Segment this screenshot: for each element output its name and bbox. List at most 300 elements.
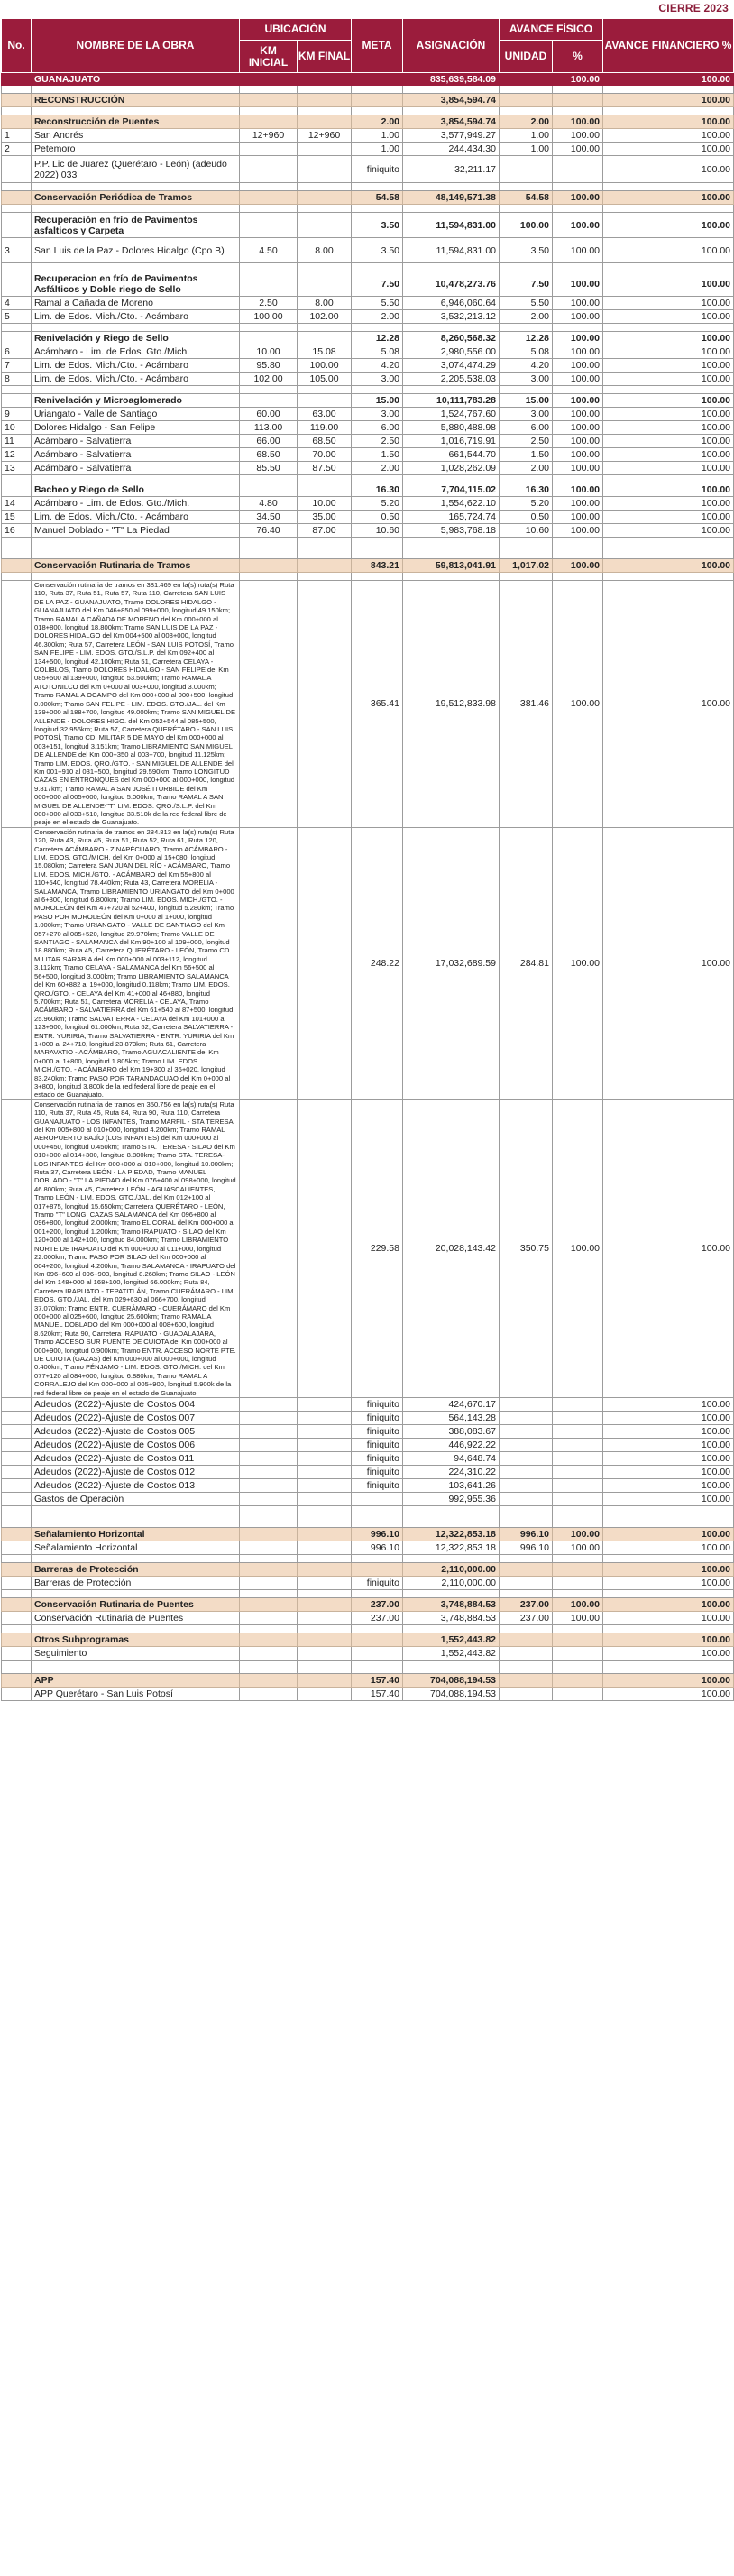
header-ubicacion: UBICACIÓN — [240, 19, 352, 41]
cell-obra: San Luis de la Paz - Dolores Hidalgo (Cpo B) — [32, 238, 240, 263]
cell-no — [2, 115, 32, 129]
spacer-row — [2, 324, 734, 332]
cell-km-inicial — [240, 1633, 298, 1647]
cell-unidad — [500, 1398, 553, 1412]
cell-avance-financiero — [603, 538, 734, 559]
cell-meta — [352, 538, 403, 559]
cell-unidad — [500, 1452, 553, 1466]
cell-unidad — [500, 1661, 553, 1674]
cell-unidad — [500, 86, 553, 94]
cell-km-inicial: 34.50 — [240, 511, 298, 524]
cell-obra — [32, 475, 240, 483]
cell-avance-financiero: 100.00 — [603, 332, 734, 345]
section-row — [2, 191, 734, 205]
cell-asignacion: 424,670.17 — [403, 1398, 500, 1412]
cell-km-final — [298, 1493, 352, 1506]
cell-asignacion: 12,322,853.18 — [403, 1541, 500, 1555]
cell-avance-financiero: 100.00 — [603, 1612, 734, 1625]
cell-unidad: 16.30 — [500, 483, 553, 497]
table-row — [2, 1425, 734, 1439]
cell-obra: APP Querétaro - San Luis Potosí — [32, 1688, 240, 1701]
cell-avance-financiero: 100.00 — [603, 581, 734, 828]
cell-no: 3 — [2, 238, 32, 263]
header-unidad: UNIDAD — [500, 41, 553, 73]
cell-km-inicial — [240, 573, 298, 581]
cell-no — [2, 1452, 32, 1466]
cell-unidad: 54.58 — [500, 191, 553, 205]
subsection-row — [2, 213, 734, 238]
cell-km-inicial — [240, 1612, 298, 1625]
cell-km-final — [298, 581, 352, 828]
cell-asignacion: 11,594,831.00 — [403, 213, 500, 238]
cell-no: 1 — [2, 129, 32, 143]
cell-obra: GUANAJUATO — [32, 73, 240, 86]
cell-unidad: 5.50 — [500, 297, 553, 310]
cell-unidad: 996.10 — [500, 1528, 553, 1541]
cell-pct — [553, 1661, 603, 1674]
cell-asignacion: 2,110,000.00 — [403, 1563, 500, 1577]
cell-pct: 100.00 — [553, 483, 603, 497]
cell-pct — [553, 324, 603, 332]
cell-avance-financiero: 100.00 — [603, 1412, 734, 1425]
cell-obra: Renivelación y Riego de Sello — [32, 332, 240, 345]
cell-obra: Gastos de Operación — [32, 1493, 240, 1506]
cell-obra — [32, 1506, 240, 1528]
cell-no — [2, 1541, 32, 1555]
header-meta: META — [352, 19, 403, 73]
cell-meta — [352, 324, 403, 332]
cell-asignacion: 1,028,262.09 — [403, 462, 500, 475]
cell-pct — [553, 1577, 603, 1590]
cell-meta — [352, 1563, 403, 1577]
cell-asignacion: 1,554,622.10 — [403, 497, 500, 511]
cell-km-inicial — [240, 1425, 298, 1439]
cell-avance-financiero: 100.00 — [603, 213, 734, 238]
cell-obra: Lim. de Edos. Mich./Cto. - Acámbaro — [32, 511, 240, 524]
total-row — [2, 73, 734, 86]
cell-km-inicial — [240, 1577, 298, 1590]
cell-avance-financiero: 100.00 — [603, 156, 734, 183]
cell-avance-financiero: 100.00 — [603, 1598, 734, 1612]
cell-meta — [352, 94, 403, 107]
cell-km-final: 100.00 — [298, 359, 352, 373]
cell-km-final — [298, 573, 352, 581]
cell-unidad — [500, 183, 553, 191]
cell-obra: Conservación Rutinaria de Tramos — [32, 559, 240, 573]
cell-pct: 100.00 — [553, 435, 603, 448]
cell-avance-financiero: 100.00 — [603, 1479, 734, 1493]
cell-no — [2, 107, 32, 115]
cell-km-inicial — [240, 475, 298, 483]
cell-asignacion — [403, 324, 500, 332]
cell-km-inicial — [240, 263, 298, 271]
cell-unidad — [500, 1674, 553, 1688]
cell-asignacion: 59,813,041.91 — [403, 559, 500, 573]
cell-no: 16 — [2, 524, 32, 538]
cell-unidad: 3.00 — [500, 408, 553, 421]
cell-km-inicial — [240, 1398, 298, 1412]
cell-pct: 100.00 — [553, 129, 603, 143]
cell-pct: 100.00 — [553, 297, 603, 310]
section-row — [2, 1674, 734, 1688]
cell-km-final — [298, 1598, 352, 1612]
subsection-row — [2, 271, 734, 297]
cell-km-inicial — [240, 581, 298, 828]
cell-pct — [553, 1647, 603, 1661]
header-pct: % — [553, 41, 603, 73]
cell-pct: 100.00 — [553, 310, 603, 324]
cell-meta: 4.20 — [352, 359, 403, 373]
cell-km-final — [298, 73, 352, 86]
cell-km-inicial: 102.00 — [240, 373, 298, 386]
cell-unidad — [500, 1563, 553, 1577]
cell-no — [2, 94, 32, 107]
cell-no — [2, 1528, 32, 1541]
cell-meta — [352, 263, 403, 271]
cell-unidad — [500, 94, 553, 107]
cell-meta — [352, 86, 403, 94]
table-row — [2, 345, 734, 359]
cell-km-final — [298, 1647, 352, 1661]
table-row — [2, 511, 734, 524]
cell-km-final — [298, 538, 352, 559]
cell-km-final — [298, 213, 352, 238]
cell-avance-financiero — [603, 1506, 734, 1528]
cell-obra: Otros Subprogramas — [32, 1633, 240, 1647]
cell-obra: Reconstrucción de Puentes — [32, 115, 240, 129]
table-row — [2, 1398, 734, 1412]
cell-pct — [553, 1493, 603, 1506]
cell-asignacion: 704,088,194.53 — [403, 1674, 500, 1688]
cell-meta — [352, 386, 403, 394]
cell-pct — [553, 183, 603, 191]
cell-no — [2, 1674, 32, 1688]
table-row — [2, 1493, 734, 1506]
cell-meta: 843.21 — [352, 559, 403, 573]
section-row — [2, 559, 734, 573]
cell-asignacion — [403, 205, 500, 213]
cell-km-final — [298, 1425, 352, 1439]
cell-meta — [352, 183, 403, 191]
cell-meta: finiquito — [352, 1452, 403, 1466]
cell-avance-financiero — [603, 573, 734, 581]
cell-meta — [352, 107, 403, 115]
cell-asignacion: 103,641.26 — [403, 1479, 500, 1493]
spacer-row — [2, 107, 734, 115]
cell-no — [2, 1493, 32, 1506]
cell-km-inicial: 2.50 — [240, 297, 298, 310]
cell-km-inicial: 10.00 — [240, 345, 298, 359]
cell-avance-financiero — [603, 86, 734, 94]
cell-asignacion: 704,088,194.53 — [403, 1688, 500, 1701]
cell-km-final: 35.00 — [298, 511, 352, 524]
cell-unidad — [500, 1625, 553, 1633]
cell-asignacion: 446,922.22 — [403, 1439, 500, 1452]
cell-no — [2, 1563, 32, 1577]
cell-avance-financiero: 100.00 — [603, 448, 734, 462]
cell-pct: 100.00 — [553, 271, 603, 297]
spacer-row — [2, 1555, 734, 1563]
cell-asignacion: 32,211.17 — [403, 156, 500, 183]
cell-no — [2, 1633, 32, 1647]
cell-unidad: 0.50 — [500, 511, 553, 524]
spacer-row — [2, 538, 734, 559]
cell-no: 9 — [2, 408, 32, 421]
table-row — [2, 1452, 734, 1466]
cell-avance-financiero: 100.00 — [603, 191, 734, 205]
cell-asignacion: 1,552,443.82 — [403, 1647, 500, 1661]
cell-no — [2, 191, 32, 205]
cell-meta: 996.10 — [352, 1528, 403, 1541]
cell-pct — [553, 1452, 603, 1466]
cell-meta: 1.00 — [352, 143, 403, 156]
cell-km-final — [298, 183, 352, 191]
cell-meta — [352, 1555, 403, 1563]
cell-avance-financiero: 100.00 — [603, 1541, 734, 1555]
cell-obra: Adeudos (2022)-Ajuste de Costos 007 — [32, 1412, 240, 1425]
cell-km-inicial — [240, 538, 298, 559]
cell-obra: Conservación Periódica de Tramos — [32, 191, 240, 205]
cell-meta: finiquito — [352, 1466, 403, 1479]
table-row — [2, 1612, 734, 1625]
cell-meta: 54.58 — [352, 191, 403, 205]
cell-avance-financiero: 100.00 — [603, 297, 734, 310]
cell-unidad: 6.00 — [500, 421, 553, 435]
table-row — [2, 310, 734, 324]
cell-km-final — [298, 394, 352, 408]
cell-unidad: 5.20 — [500, 497, 553, 511]
section-row — [2, 1633, 734, 1647]
cell-avance-financiero: 100.00 — [603, 1439, 734, 1452]
cell-asignacion: 2,205,538.03 — [403, 373, 500, 386]
cell-km-final — [298, 1625, 352, 1633]
cell-meta: 5.50 — [352, 297, 403, 310]
cell-pct — [553, 1398, 603, 1412]
cell-pct: 100.00 — [553, 115, 603, 129]
spacer-row — [2, 205, 734, 213]
cell-obra: Señalamiento Horizontal — [32, 1541, 240, 1555]
cell-asignacion: 17,032,689.59 — [403, 827, 500, 1099]
cell-km-inicial — [240, 1647, 298, 1661]
cell-avance-financiero — [603, 475, 734, 483]
cell-km-final — [298, 1439, 352, 1452]
table-row — [2, 1479, 734, 1493]
cell-obra — [32, 324, 240, 332]
cell-km-final — [298, 1466, 352, 1479]
table-row — [2, 497, 734, 511]
cell-km-inicial — [240, 386, 298, 394]
cell-obra: Acámbaro - Salvatierra — [32, 448, 240, 462]
cell-obra: Adeudos (2022)-Ajuste de Costos 006 — [32, 1439, 240, 1452]
cell-km-inicial — [240, 324, 298, 332]
cell-km-final — [298, 94, 352, 107]
cell-meta: 248.22 — [352, 827, 403, 1099]
cell-km-inicial: 4.50 — [240, 238, 298, 263]
cell-avance-financiero — [603, 263, 734, 271]
cell-pct — [553, 1479, 603, 1493]
cell-no — [2, 573, 32, 581]
cell-meta: 237.00 — [352, 1612, 403, 1625]
cell-pct — [553, 1625, 603, 1633]
cell-km-inicial — [240, 1661, 298, 1674]
cell-pct: 100.00 — [553, 332, 603, 345]
table-row — [2, 129, 734, 143]
cell-unidad — [500, 324, 553, 332]
cell-avance-financiero: 100.00 — [603, 115, 734, 129]
cell-no: 6 — [2, 345, 32, 359]
cell-no — [2, 1688, 32, 1701]
cell-km-inicial: 76.40 — [240, 524, 298, 538]
cell-km-inicial — [240, 483, 298, 497]
cell-avance-financiero: 100.00 — [603, 271, 734, 297]
cell-pct: 100.00 — [553, 511, 603, 524]
cell-obra: Uriangato - Valle de Santiago — [32, 408, 240, 421]
cell-no — [2, 1425, 32, 1439]
cell-avance-financiero: 100.00 — [603, 143, 734, 156]
cell-obra: Conservación rutinaria de tramos en 350.756 en la(s) ruta(s) Ruta 110, Ruta 37, Ruta 45, Ruta 84, Ruta 90, Ruta 110, Carretera GUANAJUATO - LOS INFANTES, Tramo MARFIL - STA TERESA del Km 005+800 al 010+000, longitud 4.200km; Tramo RAMAL AEROPUERTO BAJÍO (LOS INFANTES) del Km 000+000 al 000+450, longitud 0.450km; Tramo STA. TERESA - SILAO del Km 010+000 al 014+300, longitud 8.800km; Tramo STA. TERESA-LOS INFANTES del Km 000+000 al 010+000, longitud 10.000km; Ruta 37, Carretera LEÓN - LA PIEDAD, Tramo MANUEL DOBLADO - "T" LA PIEDAD del Km 076+400 al 098+000, longitud 46.800km; Ruta 45, Carretera LEÓN - AGUASCALIENTES, Tramo LEÓN - LIM. EDOS. GTO./JAL. del Km 012+100 al 017+875, longitud 15.650km; Carretera QUERÉTARO - LEÓN, Tramo "T" LONG. CAZAS SALAMANCA del Km 096+800 al 096+800, longitud 2.000km; Tramo EL CORAL del Km 000+000 al 001+200, longitud 1.200km; Tramo IRAPUATO - SILAO del Km 120+000 al 142+100, longitud 84.000km; Tramo LIBRAMIENTO NORTE DE IRAPUATO del Km 000+000 al 011+000, longitud 22.000km; Tramo PASO POR SILAO del Km 000+000 al 004+200, longitud 4.200km; Tramo SALAMANCA - IRAPUATO del Km 096+600 al 096+903, longitud 8.268km; Tramo SILAO - LEÓN del Km 148+000 al 168+100, longitud 66.000km; Ruta 84, Carretera IRAPUATO - TEPATITLÁN, Tramo CUERÁMARO - LIM. EDOS. GTO./JAL. del Km 029+630 al 066+700, longitud 37.070km; Tramo ENTR. CUERÁMARO - CUERÁMARO del Km 000+000 al 025+600, longitud 25.600km; Tramo RAMAL A MANUEL DOBLADO del Km 000+000 al 008+600, longitud 8.620km; Ruta 90, Carretera IRAPUATO - GUADALAJARA, Tramo ACCESO SUR PUENTE DE CUIOTA del Km 000+000 al 000+900, longitud 0.900km; Tramo ENTR. ACCESO NORTE PTE. DE CUIOTA (GAZAS) del Km 000+000 al 000+000, longitud 0.400km; Tramo PÉNJAMO - LIM. EDOS. GTO./MICH. del Km 077+120 al 084+000, longitud 6.880km; Tramo RAMAL A CORRALEJO del Km 000+000 al 005+900, longitud 5.900k de la red federal libre de peaje en el estado de Guanajuato. — [32, 1099, 240, 1397]
cell-pct: 100.00 — [553, 408, 603, 421]
cell-pct — [553, 156, 603, 183]
cell-avance-financiero — [603, 183, 734, 191]
table-row — [2, 462, 734, 475]
cell-asignacion: 10,478,273.76 — [403, 271, 500, 297]
cell-unidad: 3.50 — [500, 238, 553, 263]
cell-meta: 2.00 — [352, 115, 403, 129]
cell-avance-financiero: 100.00 — [603, 1577, 734, 1590]
cell-km-final — [298, 143, 352, 156]
cell-pct — [553, 538, 603, 559]
cell-pct — [553, 1633, 603, 1647]
cell-no — [2, 213, 32, 238]
cell-meta: 157.40 — [352, 1674, 403, 1688]
cell-meta: 3.00 — [352, 373, 403, 386]
cell-avance-financiero: 100.00 — [603, 462, 734, 475]
cell-asignacion: 1,016,719.91 — [403, 435, 500, 448]
cell-unidad: 10.60 — [500, 524, 553, 538]
cell-avance-financiero: 100.00 — [603, 435, 734, 448]
cell-obra: Señalamiento Horizontal — [32, 1528, 240, 1541]
cell-meta: finiquito — [352, 1479, 403, 1493]
cell-pct — [553, 107, 603, 115]
cell-km-final: 105.00 — [298, 373, 352, 386]
table-row — [2, 373, 734, 386]
cell-km-inicial: 68.50 — [240, 448, 298, 462]
cell-pct — [553, 1439, 603, 1452]
cell-km-final — [298, 1563, 352, 1577]
section-row — [2, 1528, 734, 1541]
cell-asignacion — [403, 1661, 500, 1674]
cell-asignacion — [403, 538, 500, 559]
subsection-row — [2, 332, 734, 345]
cell-asignacion: 3,532,213.12 — [403, 310, 500, 324]
table-row — [2, 408, 734, 421]
cell-avance-financiero: 100.00 — [603, 359, 734, 373]
cell-km-inicial — [240, 183, 298, 191]
cell-km-final: 68.50 — [298, 435, 352, 448]
cell-km-final — [298, 1528, 352, 1541]
cell-obra: Petemoro — [32, 143, 240, 156]
cell-km-inicial — [240, 1452, 298, 1466]
cell-obra: Adeudos (2022)-Ajuste de Costos 004 — [32, 1398, 240, 1412]
header-no: No. — [2, 19, 32, 73]
cell-km-inicial: 12+960 — [240, 129, 298, 143]
cell-unidad — [500, 538, 553, 559]
cell-unidad: 5.08 — [500, 345, 553, 359]
cell-unidad: 1.50 — [500, 448, 553, 462]
cell-km-inicial — [240, 1590, 298, 1598]
cell-obra: Adeudos (2022)-Ajuste de Costos 005 — [32, 1425, 240, 1439]
cell-asignacion: 6,946,060.64 — [403, 297, 500, 310]
cell-km-inicial — [240, 271, 298, 297]
spacer-row — [2, 1506, 734, 1528]
cell-unidad — [500, 1439, 553, 1452]
table-row — [2, 238, 734, 263]
cell-obra: Conservación Rutinaria de Puentes — [32, 1598, 240, 1612]
cell-km-final — [298, 1506, 352, 1528]
cell-km-final — [298, 1590, 352, 1598]
cell-unidad — [500, 1506, 553, 1528]
cell-pct — [553, 475, 603, 483]
cell-pct — [553, 86, 603, 94]
cell-pct — [553, 573, 603, 581]
cell-no — [2, 1439, 32, 1452]
cell-km-inicial: 4.80 — [240, 497, 298, 511]
cell-km-final — [298, 1555, 352, 1563]
cell-avance-financiero — [603, 386, 734, 394]
cell-meta: 1.50 — [352, 448, 403, 462]
cell-unidad: 1.00 — [500, 129, 553, 143]
cell-km-final: 8.00 — [298, 297, 352, 310]
cell-km-final — [298, 324, 352, 332]
cell-no — [2, 1555, 32, 1563]
cell-avance-financiero — [603, 1625, 734, 1633]
cell-no — [2, 394, 32, 408]
cell-km-inicial — [240, 1099, 298, 1397]
cell-asignacion — [403, 183, 500, 191]
cell-obra — [32, 573, 240, 581]
cell-km-final — [298, 1479, 352, 1493]
cell-avance-financiero: 100.00 — [603, 511, 734, 524]
cell-km-final — [298, 271, 352, 297]
cell-avance-financiero: 100.00 — [603, 1647, 734, 1661]
cell-km-final — [298, 475, 352, 483]
cell-obra: Acámbaro - Salvatierra — [32, 435, 240, 448]
cell-no — [2, 73, 32, 86]
cell-asignacion: 2,980,556.00 — [403, 345, 500, 359]
cell-km-inicial: 95.80 — [240, 359, 298, 373]
spacer-row — [2, 573, 734, 581]
cell-asignacion: 3,074,474.29 — [403, 359, 500, 373]
cell-no: 12 — [2, 448, 32, 462]
cell-pct: 100.00 — [553, 213, 603, 238]
description-row — [2, 1099, 734, 1397]
cell-obra: Lim. de Edos. Mich./Cto. - Acámbaro — [32, 373, 240, 386]
cell-pct: 100.00 — [553, 421, 603, 435]
cell-meta: finiquito — [352, 1439, 403, 1452]
cell-km-final — [298, 386, 352, 394]
cell-asignacion: 20,028,143.42 — [403, 1099, 500, 1397]
table-row — [2, 297, 734, 310]
cell-obra: Dolores Hidalgo - San Felipe — [32, 421, 240, 435]
cell-km-inicial: 100.00 — [240, 310, 298, 324]
cell-pct: 100.00 — [553, 1598, 603, 1612]
cell-meta: 3.50 — [352, 213, 403, 238]
cell-meta: 15.00 — [352, 394, 403, 408]
cell-unidad — [500, 1466, 553, 1479]
table-row — [2, 1412, 734, 1425]
cell-avance-financiero: 100.00 — [603, 1452, 734, 1466]
cell-asignacion: 2,110,000.00 — [403, 1577, 500, 1590]
